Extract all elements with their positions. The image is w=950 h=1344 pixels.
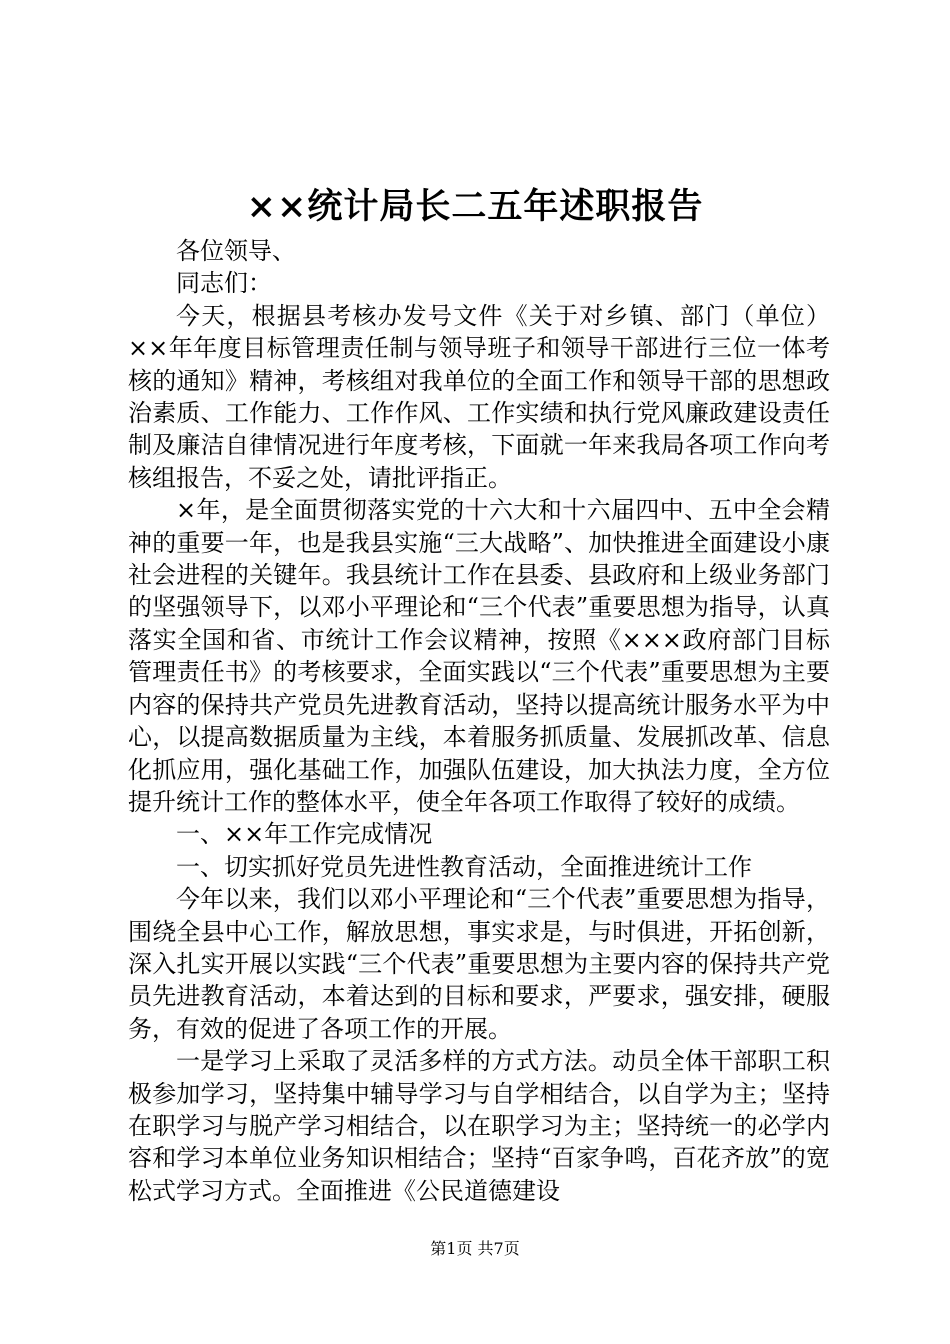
subsection-heading: 一、切实抓好党员先进性教育活动，全面推进统计工作	[176, 852, 752, 881]
salutation-leaders: 各位领导、	[176, 237, 296, 265]
page-footer: 第1页 共7页	[430, 1239, 520, 1258]
section-heading: 一、××年工作完成情况	[176, 820, 433, 849]
document-body	[128, 235, 830, 1207]
paragraph-study-methods: 一是学习上采取了灵活多样的方式方法。动员全体干部职工积极参加学习，坚持集中辅导学习与自学相结合，以自学为主；坚持在职学习与脱产学习相结合，以在职学习为主；坚持统一的必学内容和学习本单位业务知识相结合；坚持“百家争鸣，百花齐放”的宽松式学习方式。全面推进《公民道德建设	[128, 1047, 830, 1205]
document-title: ××统计局长二五年述职报告	[246, 186, 704, 227]
paragraph-intro: 今天，根据县考核办发号文件《关于对乡镇、部门（单位）××年年度目标管理责任制与领导班子和领导干部进行三位一体考核的通知》精神，考核组对我单位的全面工作和领导干部的思想政治素质、工作能力、工作作风、工作实绩和执行党风廉政建设责任制及廉洁自律情况进行年度考核，下面就一年来我局各项工作向考核组报告，不妥之处，请批评指正。	[128, 301, 830, 492]
paragraph-education: 今年以来，我们以邓小平理论和“三个代表”重要思想为指导，围绕全县中心工作，解放思想，事实求是，与时俱进，开拓创新，深入扎实开展以实践“三个代表”重要思想为主要内容的保持共产党员先进教育活动，本着达到的目标和要求，严要求，强安排，硬服务，有效的促进了各项工作的开展。	[128, 885, 830, 1043]
salutation-comrades: 同志们：	[176, 269, 272, 298]
paragraph-background: ×年，是全面贯彻落实党的十六大和十六届四中、五中全会精神的重要一年，也是我县实施“三大战略”、加快推进全面建设小康社会进程的关键年。我县统计工作在县委、县政府和上级业务部门的坚强领导下，以邓小平理论和“三个代表”重要思想为指导，认真落实全国和省、市统计工作会议精神，按照《×××政府部门目标管理责任书》的考核要求，全面实践以“三个代表”重要思想为主要内容的保持共产党员先进教育活动，坚持以提高统计服务水平为中心，以提高数据质量为主线，本着服务抓质量、发展抓改革、信息化抓应用，强化基础工作，加强队伍建设，加大执法力度，全方位提升统计工作的整体水平，使全年各项工作取得了较好的成绩。	[128, 496, 830, 816]
